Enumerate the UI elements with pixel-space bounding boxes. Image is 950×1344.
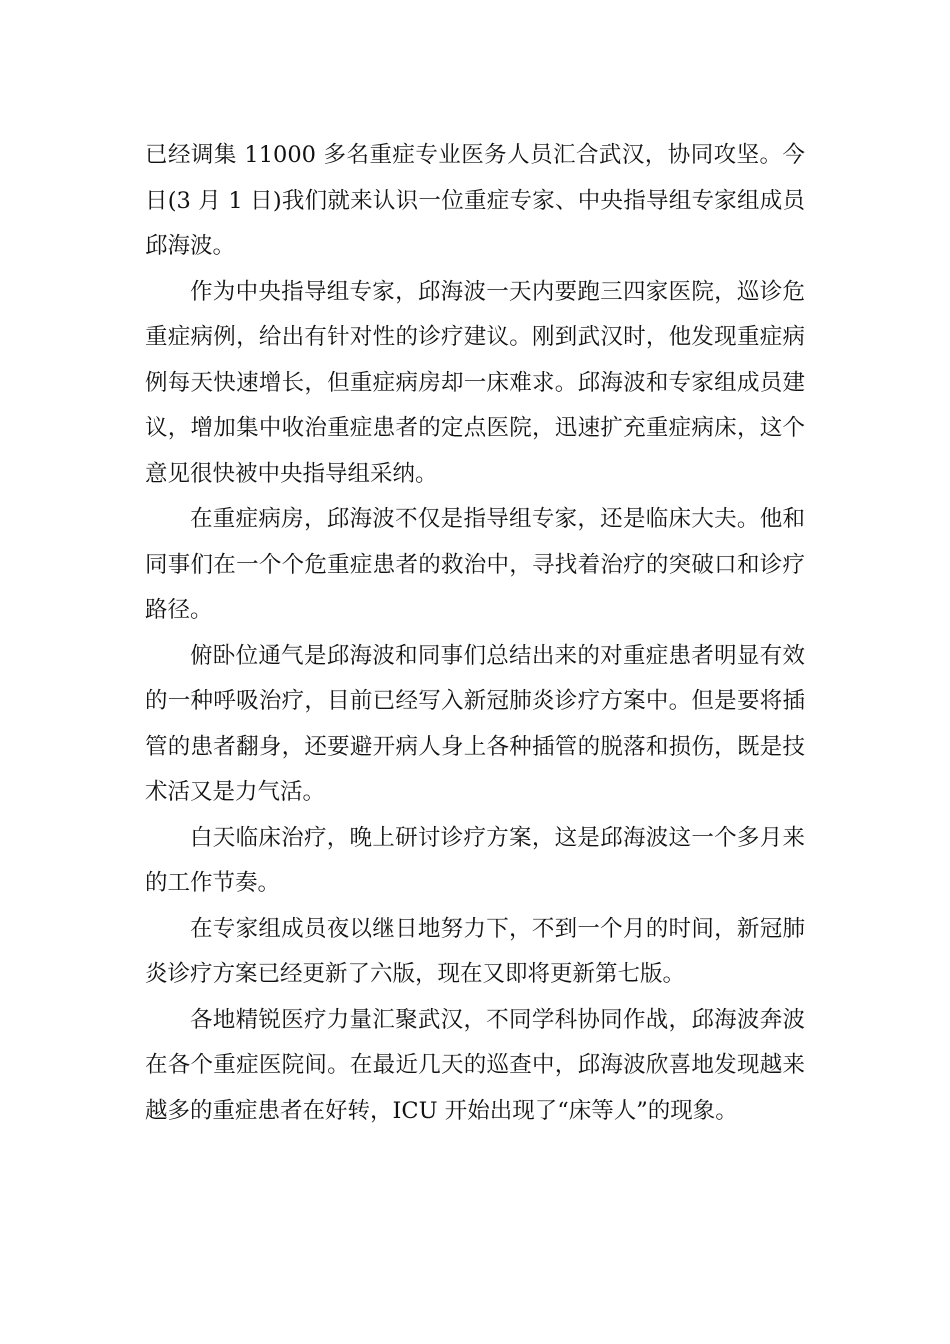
paragraph-5: 白天临床治疗，晚上研讨诊疗方案，这是邱海波这一个多月来的工作节奏。 (145, 824, 805, 896)
article-body (145, 133, 805, 1134)
paragraph-4: 俯卧位通气是邱海波和同事们总结出来的对重症患者明显有效的一种呼吸治疗，目前已经写入新冠肺炎诊疗方案中。但是要将插管的患者翻身，还要避开病人身上各种插管的脱落和损伤，既是技术活又是力气活。 (145, 642, 805, 805)
paragraph-3: 在重症病房，邱海波不仅是指导组专家，还是临床大夫。他和同事们在一个个危重症患者的救治中，寻找着治疗的突破口和诊疗路径。 (145, 506, 805, 623)
paragraph-1: 已经调集 11000 多名重症专业医务人员汇合武汉，协同攻坚。今日(3 月 1 日)我们就来认识一位重症专家、中央指导组专家组成员邱海波。 (145, 142, 805, 259)
paragraph-7: 各地精锐医疗力量汇聚武汉，不同学科协同作战，邱海波奔波在各个重症医院间。在最近几天的巡查中，邱海波欣喜地发现越来越多的重症患者在好转，ICU 开始出现了“床等人”的现象。 (145, 1006, 805, 1124)
paragraph-6: 在专家组成员夜以继日地努力下，不到一个月的时间，新冠肺炎诊疗方案已经更新了六版，现在又即将更新第七版。 (145, 915, 805, 987)
paragraph-2: 作为中央指导组专家，邱海波一天内要跑三四家医院，巡诊危重症病例，给出有针对性的诊疗建议。刚到武汉时，他发现重症病例每天快速增长，但重症病房却一床难求。邱海波和专家组成员建议，增加集中收治重症患者的定点医院，迅速扩充重症病床，这个意见很快被中央指导组采纳。 (145, 278, 805, 487)
